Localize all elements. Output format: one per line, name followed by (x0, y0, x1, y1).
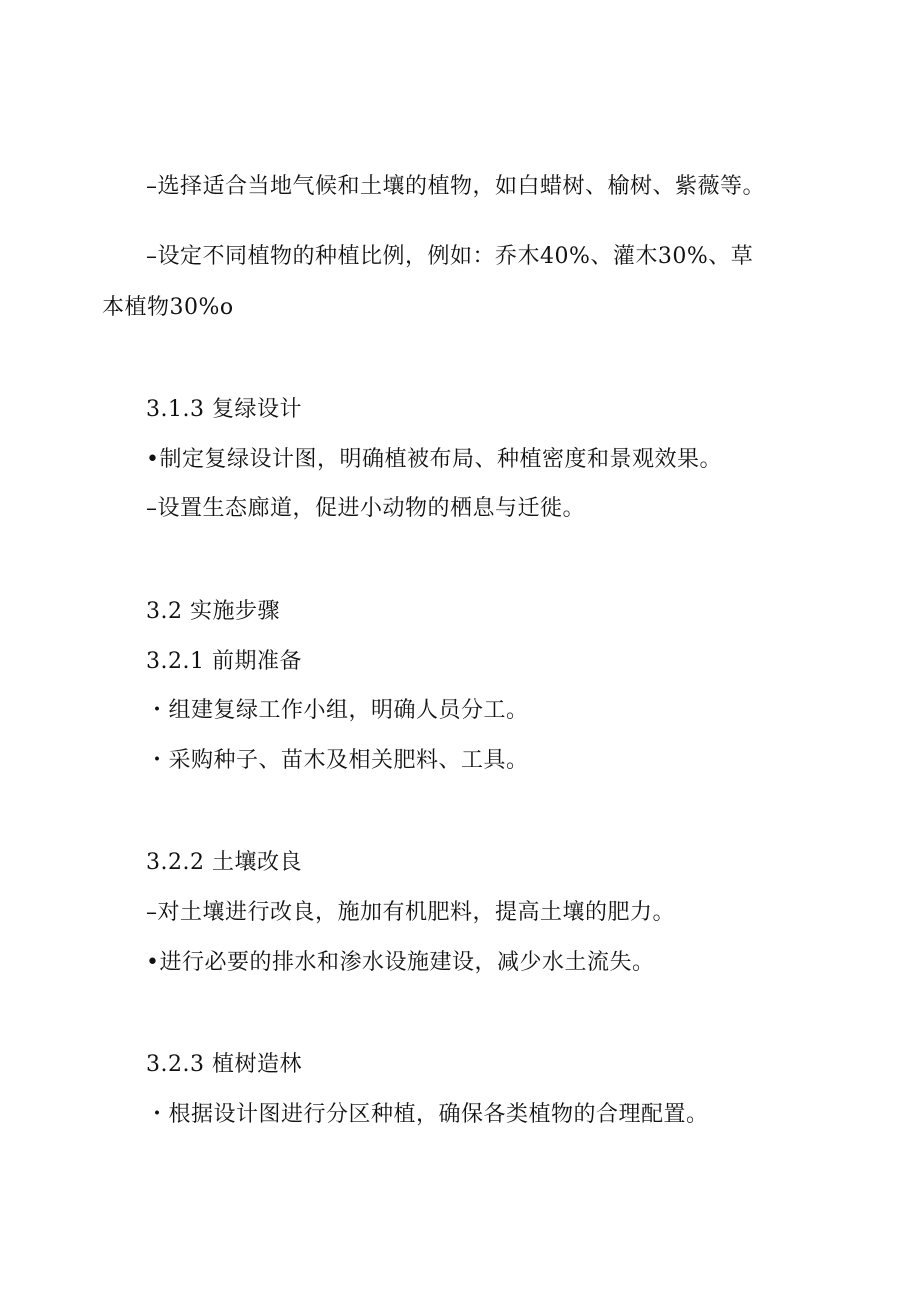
bullet-drainage: •进行必要的排水和渗水设施建设，减少水土流失。 (146, 950, 655, 975)
bullet-design-plan: •制定复绿设计图，明确植被布局、种植密度和景观效果。 (146, 447, 722, 472)
section-heading-3-1-3: 3.1.3 复绿设计 (146, 397, 302, 422)
bullet-zoned-planting: ・根据设计图进行分区种植，确保各类植物的合理配置。 (146, 1102, 709, 1127)
bullet-planting-ratio-continued: 本植物30%o (102, 295, 234, 320)
section-heading-3-2-2: 3.2.2 土壤改良 (146, 850, 302, 875)
section-heading-3-2: 3.2 实施步骤 (146, 599, 280, 624)
bullet-soil-improvement: –对土壤进行改良，施加有机肥料，提高土壤的肥力。 (146, 900, 676, 925)
bullet-team-setup: ・组建复绿工作小组，明确人员分工。 (146, 698, 529, 723)
bullet-planting-ratio: –设定不同植物的种植比例，例如：乔木40%、灌木30%、草 (146, 244, 754, 269)
bullet-plant-selection: –选择适合当地气候和土壤的植物，如白蜡树、榆树、紫薇等。 (146, 174, 766, 199)
bullet-procurement: ・采购种子、苗木及相关肥料、工具。 (146, 748, 529, 773)
section-heading-3-2-3: 3.2.3 植树造林 (146, 1052, 302, 1077)
bullet-eco-corridor: –设置生态廊道，促进小动物的栖息与迁徙。 (146, 496, 586, 521)
section-heading-3-2-1: 3.2.1 前期准备 (146, 649, 302, 674)
